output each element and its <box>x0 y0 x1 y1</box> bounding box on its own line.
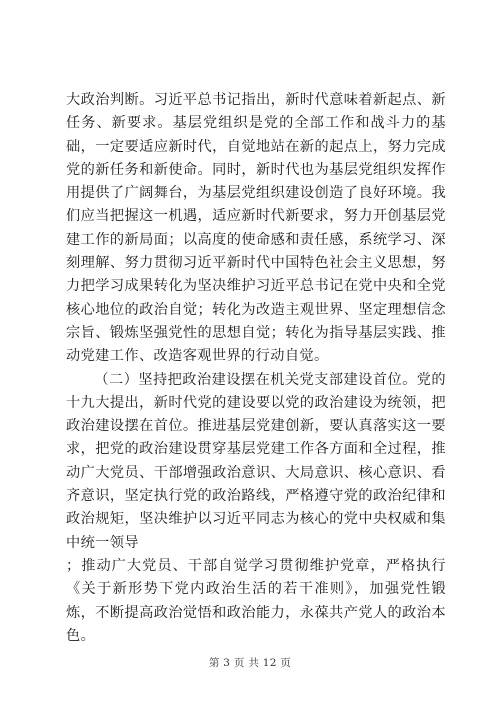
document-body <box>66 89 446 648</box>
page-footer: 第 3 页 共 12 页 <box>208 657 292 669</box>
body-paragraph-3: ；推动广大党员、干部自觉学习贯彻维护党章，严格执行《关于新形势下党内政治生活的若干准则》，加强党性锻炼，不断提高政治觉悟和政治能力，永葆共产党人的政治本色。 <box>66 557 446 644</box>
body-paragraph-1: 大政治判断。习近平总书记指出，新时代意味着新起点、新任务、新要求。基层党组织是党的全部工作和战斗力的基础，一定要适应新时代，自觉地站在新的起点上，努力完成党的新任务和新使命。同时，新时代也为基层党组织发挥作用提供了广阔舞台，为基层党组织建设创造了良好环境。我们应当把握这一机遇，适应新时代新要求，努力开创基层党建工作的新局面；以高度的使命感和责任感，系统学习、深刻理解、努力贯彻习近平新时代中国特色社会主义思想，努力把学习成果转化为坚决维护习近平总书记在党中央和全党核心地位的政治自觉；转化为改造主观世界、坚定理想信念宗旨、锻炼坚强党性的思想自觉；转化为指导基层实践、推动党建工作、改造客观世界的行动自觉。 <box>66 92 446 365</box>
body-paragraph-2: （二）坚持把政治建设摆在机关党支部建设首位。党的十九大提出，新时代党的建设要以党的政治建设为统领，把政治建设摆在首位。推进基层党建创新，要认真落实这一要求，把党的政治建设贯穿基层党建工作各方面和全过程，推动广大党员、干部增强政治意识、大局意识、核心意识、看齐意识，坚定执行党的政治路线，严格遵守党的政治纪律和政治规矩，坚决维护以习近平同志为核心的党中央权威和集中统一领导 <box>66 371 446 551</box>
